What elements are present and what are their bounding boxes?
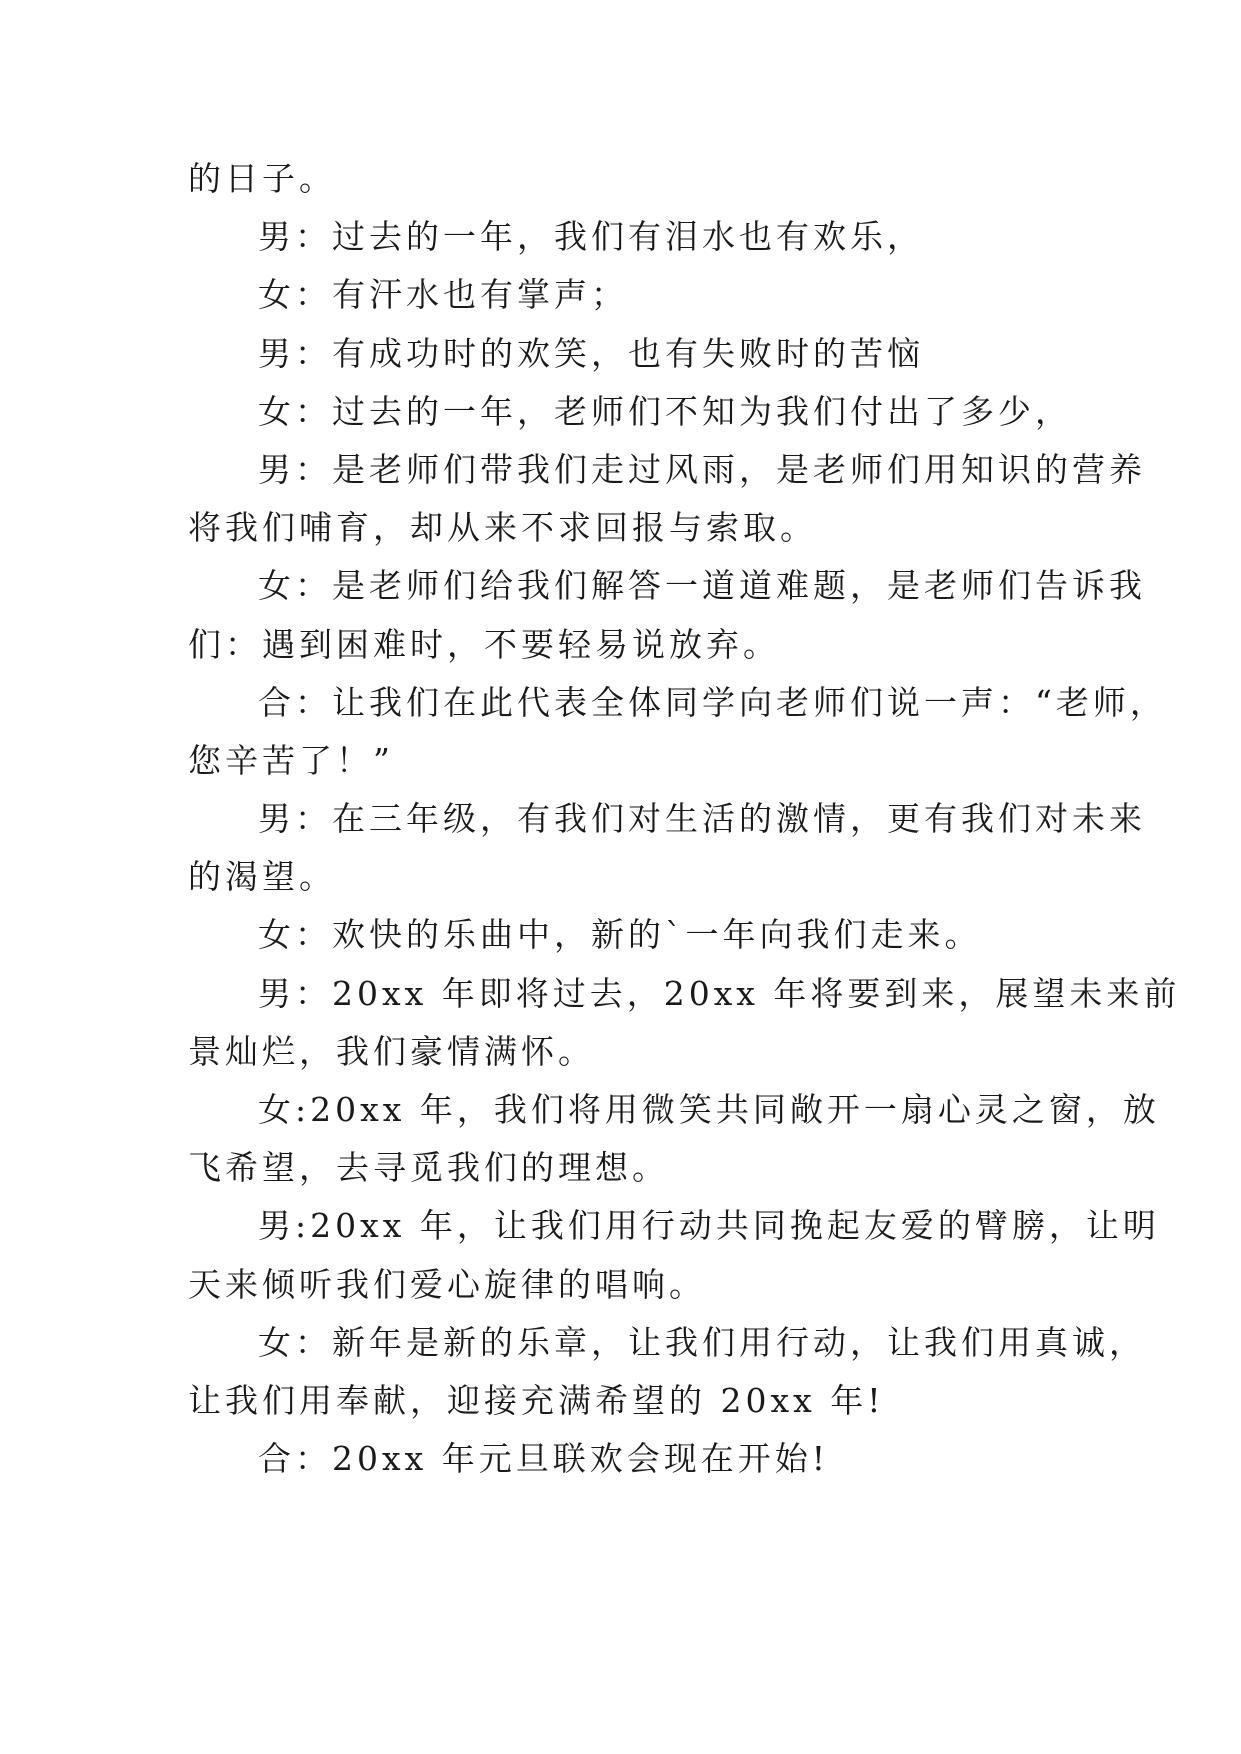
- text-line: 景灿烂，我们豪情满怀。: [188, 1031, 595, 1071]
- text-line: 男：在三年级，有我们对生活的激情，更有我们对未来: [258, 799, 1146, 839]
- document-body: [188, 150, 1181, 1488]
- text-line: 您辛苦了！”: [188, 740, 394, 780]
- text-line: 合：20xx 年元旦联欢会现在开始!: [258, 1439, 829, 1479]
- text-line: 男：有成功时的欢笑，也有失败时的苦恼: [258, 333, 924, 373]
- text-line: 女：新年是新的乐章，让我们用行动，让我们用真诚，: [258, 1322, 1146, 1362]
- text-line: 让我们用奉献，迎接充满希望的 20xx 年!: [188, 1380, 885, 1420]
- text-line: 女:20xx 年，我们将用微笑共同敞开一扇心灵之窗，放: [258, 1090, 1160, 1129]
- text-line: 飞希望，去寻觅我们的理想。: [188, 1148, 669, 1188]
- text-line: 女：有汗水也有掌声；: [258, 275, 628, 315]
- text-line: 女：过去的一年，老师们不知为我们付出了多少，: [258, 391, 1072, 431]
- text-line: 天来倾听我们爱心旋律的唱响。: [188, 1264, 706, 1304]
- text-line: 的日子。: [188, 159, 336, 198]
- text-line: 男:20xx 年，让我们用行动共同挽起友爱的臂膀，让明: [258, 1206, 1160, 1246]
- text-line: 男：是老师们带我们走过风雨，是老师们用知识的营养: [258, 449, 1146, 489]
- text-line: 们：遇到困难时，不要轻易说放弃。: [188, 624, 780, 664]
- text-line: 的渴望。: [188, 857, 336, 897]
- text-line: 女：是老师们给我们解答一道道难题，是老师们告诉我: [258, 566, 1146, 606]
- text-line: 男：20xx 年即将过去，20xx 年将要到来，展望未来前: [258, 973, 1181, 1013]
- text-line: 合：让我们在此代表全体同学向老师们说一声：“老师，: [258, 682, 1167, 722]
- text-line: 将我们哺育，却从来不求回报与索取。: [188, 508, 817, 548]
- text-line: 男：过去的一年，我们有泪水也有欢乐，: [258, 217, 924, 257]
- text-line: 女：欢快的乐曲中，新的`一年向我们走来。: [258, 915, 982, 955]
